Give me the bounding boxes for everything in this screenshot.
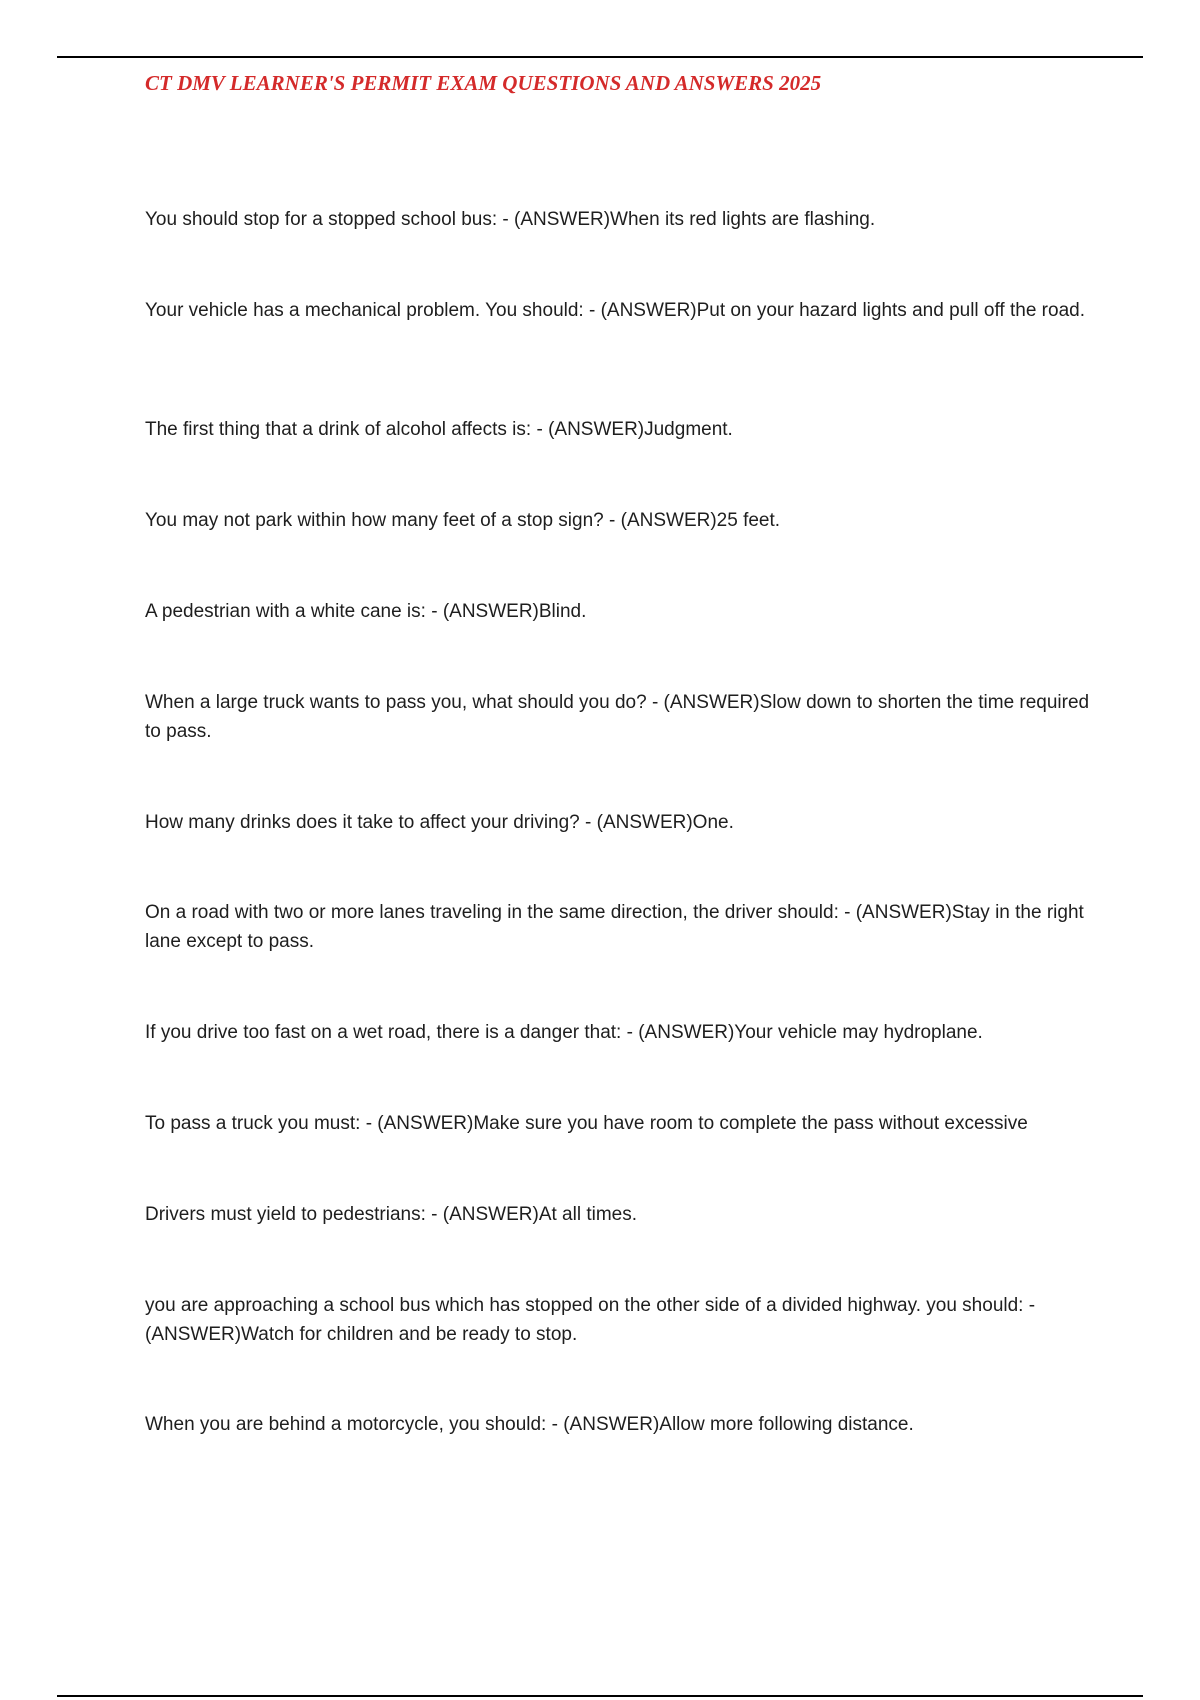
qa-item-3: The first thing that a drink of alcohol affects is: - (ANSWER)Judgment. (145, 419, 733, 440)
footer-rule (57, 1695, 1143, 1697)
qa-item-4: You may not park within how many feet of a stop sign? - (ANSWER)25 feet. (145, 510, 781, 531)
qa-item-11: Drivers must yield to pedestrians: - (ANSWER)At all times. (145, 1204, 638, 1225)
qa-item-5: A pedestrian with a white cane is: - (ANSWER)Blind. (145, 601, 587, 622)
qa-item-1: You should stop for a stopped school bus: - (ANSWER)When its red lights are flashing. (145, 209, 876, 230)
header-rule (57, 56, 1143, 58)
qa-item-6: When a large truck wants to pass you, what should you do? - (ANSWER)Slow down to shorten the time required to pass. (145, 692, 1090, 742)
qa-item-12: you are approaching a school bus which has stopped on the other side of a divided highway. you should: - (ANSWER)Watch for children and be ready to stop. (145, 1295, 1036, 1345)
qa-item-10: To pass a truck you must: - (ANSWER)Make sure you have room to complete the pass without excessive (145, 1113, 1028, 1134)
document-title: CT DMV LEARNER'S PERMIT EXAM QUESTIONS AND ANSWERS 2025 (145, 71, 822, 95)
qa-item-13: When you are behind a motorcycle, you should: - (ANSWER)Allow more following distance. (145, 1414, 914, 1435)
qa-item-8: On a road with two or more lanes traveling in the same direction, the driver should: - (ANSWER)Stay in the right lane except to pass. (145, 902, 1084, 952)
qa-item-7: How many drinks does it take to affect your driving? - (ANSWER)One. (145, 812, 734, 833)
qa-item-2: Your vehicle has a mechanical problem. You should: - (ANSWER)Put on your hazard lights and pull off the road. (145, 300, 1085, 321)
qa-item-9: If you drive too fast on a wet road, there is a danger that: - (ANSWER)Your vehicle may hydroplane. (145, 1022, 983, 1043)
